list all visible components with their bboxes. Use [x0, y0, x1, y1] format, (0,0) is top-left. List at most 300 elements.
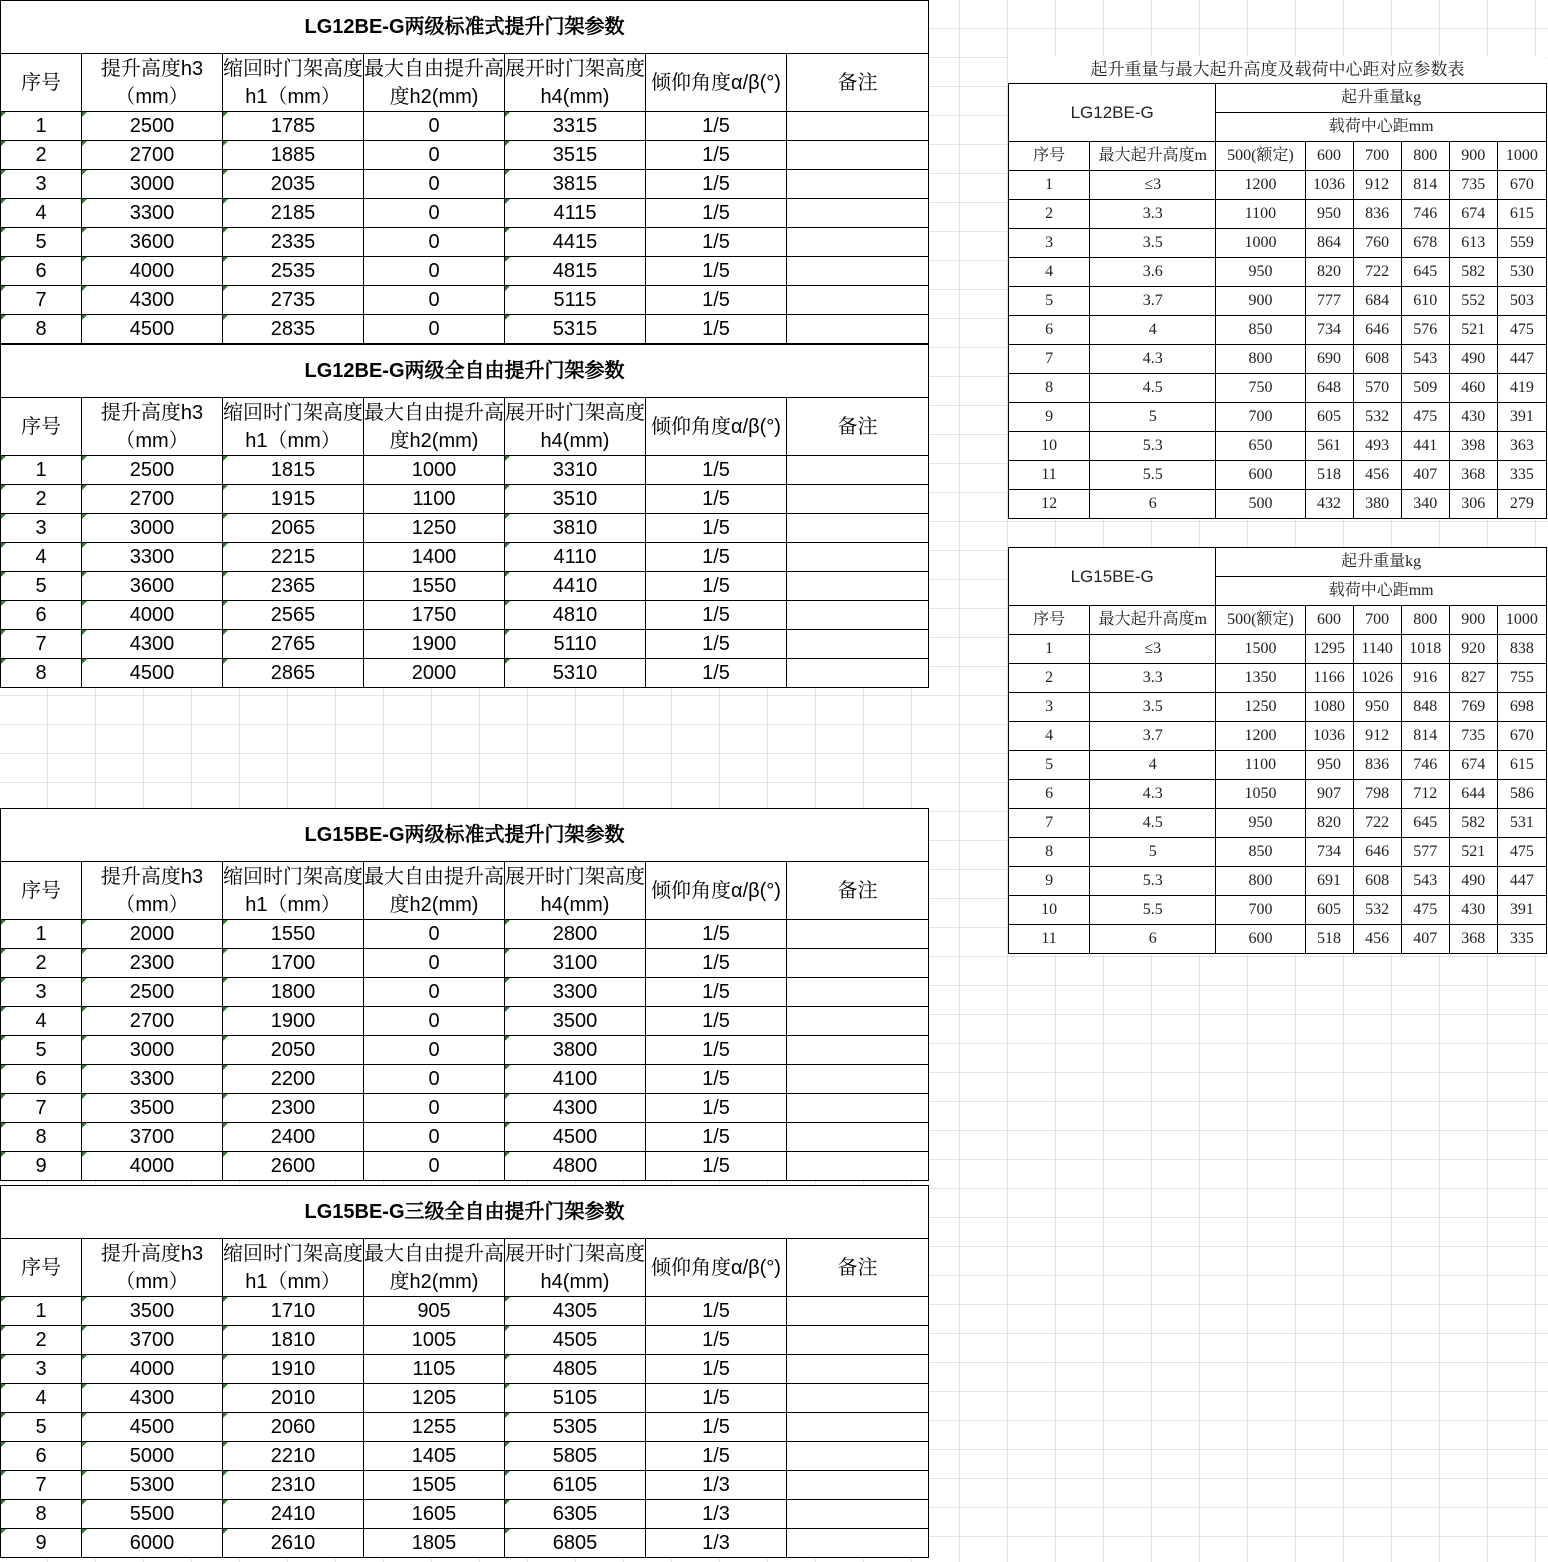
table-cell: 6105: [505, 1471, 646, 1500]
table-cell: 1910: [223, 1355, 364, 1384]
table-cell: 2500: [82, 978, 223, 1007]
table-row: [1, 1036, 929, 1065]
table-cell: 0: [364, 1094, 505, 1123]
table-cell: 4300: [82, 1384, 223, 1413]
table-row: [1, 1123, 929, 1152]
table-cell: [787, 572, 929, 601]
table-cell: 5: [1009, 287, 1090, 316]
table-cell: 5: [1, 228, 82, 257]
table-row: [1, 456, 929, 485]
table-cell: 4305: [505, 1297, 646, 1326]
table-cell: 1900: [223, 1007, 364, 1036]
table-cell: 3.3: [1090, 200, 1216, 229]
table-cell: 521: [1449, 838, 1497, 867]
table-cell: 1/5: [646, 315, 787, 344]
column-header: 1000: [1497, 606, 1546, 635]
table-row: [1, 315, 929, 344]
table-cell: 1915: [223, 485, 364, 514]
table-cell: 9: [1009, 403, 1090, 432]
column-header: 800: [1401, 142, 1449, 171]
table-cell: 363: [1497, 432, 1546, 461]
table-row: [1, 1152, 929, 1181]
table-cell: [787, 1326, 929, 1355]
table-row: [1009, 722, 1547, 751]
table-row: [1009, 693, 1547, 722]
table-cell: 3.3: [1090, 664, 1216, 693]
lg15be-triple-full-free-mast-table: [0, 1185, 929, 1558]
table-row: [1009, 229, 1547, 258]
table-cell: 456: [1353, 925, 1401, 954]
table-cell: 475: [1401, 403, 1449, 432]
table-cell: 5315: [505, 315, 646, 344]
table-cell: 7: [1009, 809, 1090, 838]
table-cell: 648: [1305, 374, 1353, 403]
table-cell: 1/5: [646, 112, 787, 141]
table-cell: 2735: [223, 286, 364, 315]
table-cell: 1000: [1216, 229, 1305, 258]
table-cell: 5.5: [1090, 461, 1216, 490]
column-header: 提升高度h3（mm）: [82, 1239, 223, 1297]
table-cell: 9: [1009, 867, 1090, 896]
table-cell: 1/5: [646, 1384, 787, 1413]
table-cell: 2: [1009, 664, 1090, 693]
table-cell: 4500: [82, 315, 223, 344]
table-cell: 8: [1, 1123, 82, 1152]
column-header: 缩回时门架高度h1（mm）: [223, 862, 364, 920]
lg15be-capacity-table: [1008, 547, 1547, 954]
table-cell: [787, 514, 929, 543]
table-cell: 1/5: [646, 1036, 787, 1065]
table-cell: [787, 1500, 929, 1529]
table-row: [1, 141, 929, 170]
table-cell: 600: [1216, 461, 1305, 490]
table-cell: 700: [1216, 403, 1305, 432]
column-header: 备注: [787, 54, 929, 112]
table-cell: 3.6: [1090, 258, 1216, 287]
table-cell: 0: [364, 141, 505, 170]
table-cell: 0: [364, 199, 505, 228]
table-cell: 646: [1353, 838, 1401, 867]
table-cell: 5105: [505, 1384, 646, 1413]
table-row: [1, 1326, 929, 1355]
table-cell: 3.7: [1090, 722, 1216, 751]
table-cell: 4800: [505, 1152, 646, 1181]
column-header: 最大自由提升高度h2(mm): [364, 1239, 505, 1297]
table-cell: 4000: [82, 1152, 223, 1181]
table-cell: [787, 1355, 929, 1384]
table-cell: 7: [1, 630, 82, 659]
table-cell: 678: [1401, 229, 1449, 258]
table-cell: 755: [1497, 664, 1546, 693]
table-cell: 1/5: [646, 514, 787, 543]
table-cell: 2050: [223, 1036, 364, 1065]
table-cell: 3.5: [1090, 229, 1216, 258]
sub-header: 载荷中心距mm: [1216, 113, 1547, 142]
table-cell: 1/5: [646, 228, 787, 257]
table-row: [1009, 345, 1547, 374]
table-cell: 645: [1401, 809, 1449, 838]
table-cell: 586: [1497, 780, 1546, 809]
table-cell: 447: [1497, 867, 1546, 896]
table-cell: 3000: [82, 1036, 223, 1065]
table-cell: 3000: [82, 514, 223, 543]
table-cell: 391: [1497, 896, 1546, 925]
table-cell: 3: [1, 170, 82, 199]
table-cell: [787, 543, 929, 572]
table-cell: [787, 315, 929, 344]
table-row: [1, 1442, 929, 1471]
table-cell: 1/5: [646, 659, 787, 688]
table-cell: 2610: [223, 1529, 364, 1558]
table-cell: 1810: [223, 1326, 364, 1355]
table-row: [1, 572, 929, 601]
table-cell: 2010: [223, 1384, 364, 1413]
table-cell: 3300: [82, 199, 223, 228]
table-cell: 814: [1401, 722, 1449, 751]
table-cell: 848: [1401, 693, 1449, 722]
table-row: [1, 199, 929, 228]
table-cell: [787, 141, 929, 170]
table-cell: 561: [1305, 432, 1353, 461]
table-cell: 456: [1353, 461, 1401, 490]
table-cell: 722: [1353, 258, 1401, 287]
table-cell: 0: [364, 920, 505, 949]
table-cell: 1/5: [646, 1326, 787, 1355]
column-header: 600: [1305, 142, 1353, 171]
table-cell: 6: [1090, 490, 1216, 519]
table-cell: 1100: [1216, 751, 1305, 780]
table-cell: [787, 1442, 929, 1471]
table-cell: 8: [1009, 374, 1090, 403]
table-cell: [787, 659, 929, 688]
table-cell: 1350: [1216, 664, 1305, 693]
table-cell: 1000: [364, 456, 505, 485]
table-cell: 4505: [505, 1326, 646, 1355]
column-header: 最大自由提升高度h2(mm): [364, 54, 505, 112]
table-cell: 613: [1449, 229, 1497, 258]
table-cell: [787, 286, 929, 315]
table-cell: 582: [1449, 258, 1497, 287]
table-cell: 2865: [223, 659, 364, 688]
table-row: [1, 1384, 929, 1413]
table-cell: 1: [1009, 635, 1090, 664]
table-cell: 0: [364, 257, 505, 286]
table-cell: 4100: [505, 1065, 646, 1094]
table-row: [1, 543, 929, 572]
table-cell: 6: [1090, 925, 1216, 954]
table-cell: 2335: [223, 228, 364, 257]
table-cell: 0: [364, 112, 505, 141]
column-header: 900: [1449, 142, 1497, 171]
table-cell: 905: [364, 1297, 505, 1326]
table-cell: 912: [1353, 171, 1401, 200]
table-cell: 6: [1009, 780, 1090, 809]
table-cell: [787, 1007, 929, 1036]
table-cell: 340: [1401, 490, 1449, 519]
column-header: 500(额定): [1216, 606, 1305, 635]
table-cell: [787, 1529, 929, 1558]
column-header: 序号: [1, 398, 82, 456]
table-cell: 5000: [82, 1442, 223, 1471]
table-cell: 2535: [223, 257, 364, 286]
table-cell: 777: [1305, 287, 1353, 316]
table-cell: 335: [1497, 925, 1546, 954]
table-row: [1009, 838, 1547, 867]
table-cell: 9: [1, 1529, 82, 1558]
table-cell: 644: [1449, 780, 1497, 809]
column-header: 最大起升高度m: [1090, 606, 1216, 635]
table-cell: 8: [1009, 838, 1090, 867]
table-cell: 8: [1, 659, 82, 688]
table-cell: [787, 456, 929, 485]
table-cell: [787, 1384, 929, 1413]
table-cell: 398: [1449, 432, 1497, 461]
table-cell: 4815: [505, 257, 646, 286]
table-cell: 1505: [364, 1471, 505, 1500]
table-cell: 503: [1497, 287, 1546, 316]
table-cell: 735: [1449, 722, 1497, 751]
table-cell: 814: [1401, 171, 1449, 200]
table-cell: 800: [1216, 867, 1305, 896]
table-cell: 4810: [505, 601, 646, 630]
column-header: 提升高度h3（mm）: [82, 398, 223, 456]
table-cell: 5.5: [1090, 896, 1216, 925]
table-cell: 4110: [505, 543, 646, 572]
table-cell: 5.3: [1090, 432, 1216, 461]
column-header: 序号: [1, 1239, 82, 1297]
table-cell: 1405: [364, 1442, 505, 1471]
table-cell: 1500: [1216, 635, 1305, 664]
table-cell: 615: [1497, 751, 1546, 780]
table-cell: 645: [1401, 258, 1449, 287]
sub-header: 载荷中心距mm: [1216, 577, 1547, 606]
column-header: 序号: [1009, 606, 1090, 635]
table-cell: [787, 199, 929, 228]
column-header: 展开时门架高度h4(mm): [505, 862, 646, 920]
table-cell: 2300: [223, 1094, 364, 1123]
table-cell: 6000: [82, 1529, 223, 1558]
table-cell: 1885: [223, 141, 364, 170]
table-cell: 2835: [223, 315, 364, 344]
table-cell: 3300: [82, 543, 223, 572]
table-cell: [787, 630, 929, 659]
table-cell: 493: [1353, 432, 1401, 461]
table-cell: 850: [1216, 838, 1305, 867]
table-cell: 1: [1009, 171, 1090, 200]
table-row: [1, 1007, 929, 1036]
table-cell: 532: [1353, 896, 1401, 925]
table-cell: 1/5: [646, 1152, 787, 1181]
table-cell: 4: [1009, 722, 1090, 751]
table-cell: [787, 601, 929, 630]
table-cell: 1018: [1401, 635, 1449, 664]
table-row: [1009, 925, 1547, 954]
table-cell: 5.3: [1090, 867, 1216, 896]
column-header: 缩回时门架高度h1（mm）: [223, 398, 364, 456]
table-cell: 1700: [223, 949, 364, 978]
table-cell: 3: [1, 978, 82, 1007]
table-cell: 5: [1, 1413, 82, 1442]
table-cell: 2035: [223, 170, 364, 199]
column-header: 备注: [787, 398, 929, 456]
table-row: [1, 112, 929, 141]
table-cell: 0: [364, 1065, 505, 1094]
table-cell: 4500: [82, 1413, 223, 1442]
table-cell: 4000: [82, 601, 223, 630]
column-header: 1000: [1497, 142, 1546, 171]
table-cell: 750: [1216, 374, 1305, 403]
table-cell: 1/3: [646, 1529, 787, 1558]
table-cell: 2365: [223, 572, 364, 601]
table-row: [1, 601, 929, 630]
column-header: 900: [1449, 606, 1497, 635]
table-cell: 1/5: [646, 978, 787, 1007]
table-cell: 615: [1497, 200, 1546, 229]
table-cell: [787, 485, 929, 514]
table-cell: 4: [1090, 751, 1216, 780]
table-cell: 4: [1090, 316, 1216, 345]
table-cell: 2700: [82, 141, 223, 170]
table-cell: [787, 1413, 929, 1442]
table-cell: 2700: [82, 485, 223, 514]
table-cell: 1100: [364, 485, 505, 514]
table-row: [1009, 200, 1547, 229]
table-row: [1009, 635, 1547, 664]
table-cell: 1140: [1353, 635, 1401, 664]
table-cell: 2600: [223, 1152, 364, 1181]
table-row: [1009, 751, 1547, 780]
table-cell: 4.3: [1090, 780, 1216, 809]
table-cell: 5: [1090, 838, 1216, 867]
table-title: LG15BE-G三级全自由提升门架参数: [1, 1186, 929, 1239]
table-cell: 521: [1449, 316, 1497, 345]
table-cell: 4.5: [1090, 374, 1216, 403]
table-cell: 760: [1353, 229, 1401, 258]
table-cell: [787, 1123, 929, 1152]
table-cell: 3.7: [1090, 287, 1216, 316]
table-cell: [787, 978, 929, 1007]
table-cell: 559: [1497, 229, 1546, 258]
table-cell: 1005: [364, 1326, 505, 1355]
table-cell: 1/5: [646, 199, 787, 228]
table-cell: 0: [364, 949, 505, 978]
table-cell: 1/5: [646, 1413, 787, 1442]
model-label: LG15BE-G: [1009, 548, 1216, 606]
table-cell: 4115: [505, 199, 646, 228]
table-cell: 368: [1449, 925, 1497, 954]
table-cell: 769: [1449, 693, 1497, 722]
table-cell: 0: [364, 1007, 505, 1036]
table-cell: 950: [1216, 258, 1305, 287]
table-cell: 447: [1497, 345, 1546, 374]
table-cell: [787, 1065, 929, 1094]
table-row: [1, 920, 929, 949]
table-cell: 518: [1305, 461, 1353, 490]
table-cell: 380: [1353, 490, 1401, 519]
table-title: LG12BE-G两级全自由提升门架参数: [1, 345, 929, 398]
table-cell: 576: [1401, 316, 1449, 345]
table-cell: 6: [1009, 316, 1090, 345]
table-cell: 0: [364, 228, 505, 257]
table-cell: 610: [1401, 287, 1449, 316]
table-cell: 1050: [1216, 780, 1305, 809]
table-cell: [787, 949, 929, 978]
table-cell: 490: [1449, 867, 1497, 896]
table-cell: 1550: [364, 572, 505, 601]
table-cell: 605: [1305, 403, 1353, 432]
table-cell: 2: [1, 949, 82, 978]
table-cell: 430: [1449, 896, 1497, 925]
table-cell: 475: [1401, 896, 1449, 925]
table-cell: 2565: [223, 601, 364, 630]
table-cell: 1/5: [646, 485, 787, 514]
table-row: [1009, 403, 1547, 432]
table-cell: 1/5: [646, 949, 787, 978]
table-cell: [787, 1094, 929, 1123]
table-cell: 4500: [82, 659, 223, 688]
table-cell: 0: [364, 170, 505, 199]
table-cell: 4: [1, 1384, 82, 1413]
table-cell: 570: [1353, 374, 1401, 403]
table-cell: 3300: [505, 978, 646, 1007]
table-cell: 836: [1353, 751, 1401, 780]
table-cell: 1: [1, 920, 82, 949]
table-cell: 5110: [505, 630, 646, 659]
table-row: [1009, 171, 1547, 200]
column-header: 700: [1353, 142, 1401, 171]
table-cell: 838: [1497, 635, 1546, 664]
table-cell: 1100: [1216, 200, 1305, 229]
table-cell: 2200: [223, 1065, 364, 1094]
table-row: [1009, 490, 1547, 519]
table-cell: [787, 112, 929, 141]
table-cell: 3315: [505, 112, 646, 141]
table-cell: 4000: [82, 257, 223, 286]
column-header: 600: [1305, 606, 1353, 635]
table-cell: 2060: [223, 1413, 364, 1442]
table-cell: 1255: [364, 1413, 505, 1442]
capacity-table-caption: 起升重量与最大起升高度及载荷中心距对应参数表: [1008, 56, 1547, 84]
table-cell: 920: [1449, 635, 1497, 664]
table-cell: 430: [1449, 403, 1497, 432]
table-cell: 1785: [223, 112, 364, 141]
table-cell: 0: [364, 1036, 505, 1065]
table-cell: 916: [1401, 664, 1449, 693]
table-cell: 3800: [505, 1036, 646, 1065]
table-cell: 6805: [505, 1529, 646, 1558]
table-cell: 407: [1401, 461, 1449, 490]
table-cell: 1200: [1216, 722, 1305, 751]
table-cell: 531: [1497, 809, 1546, 838]
table-cell: 432: [1305, 490, 1353, 519]
table-cell: [787, 920, 929, 949]
table-cell: 1/5: [646, 141, 787, 170]
table-cell: 2065: [223, 514, 364, 543]
table-cell: 3815: [505, 170, 646, 199]
table-cell: 1/5: [646, 257, 787, 286]
table-cell: 2500: [82, 456, 223, 485]
table-row: [1, 1500, 929, 1529]
table-row: [1, 1413, 929, 1442]
table-cell: 1550: [223, 920, 364, 949]
table-cell: 1/5: [646, 1007, 787, 1036]
table-cell: 1/5: [646, 601, 787, 630]
table-cell: 5305: [505, 1413, 646, 1442]
table-cell: 5115: [505, 286, 646, 315]
table-cell: 9: [1, 1152, 82, 1181]
table-row: [1009, 664, 1547, 693]
table-cell: 864: [1305, 229, 1353, 258]
